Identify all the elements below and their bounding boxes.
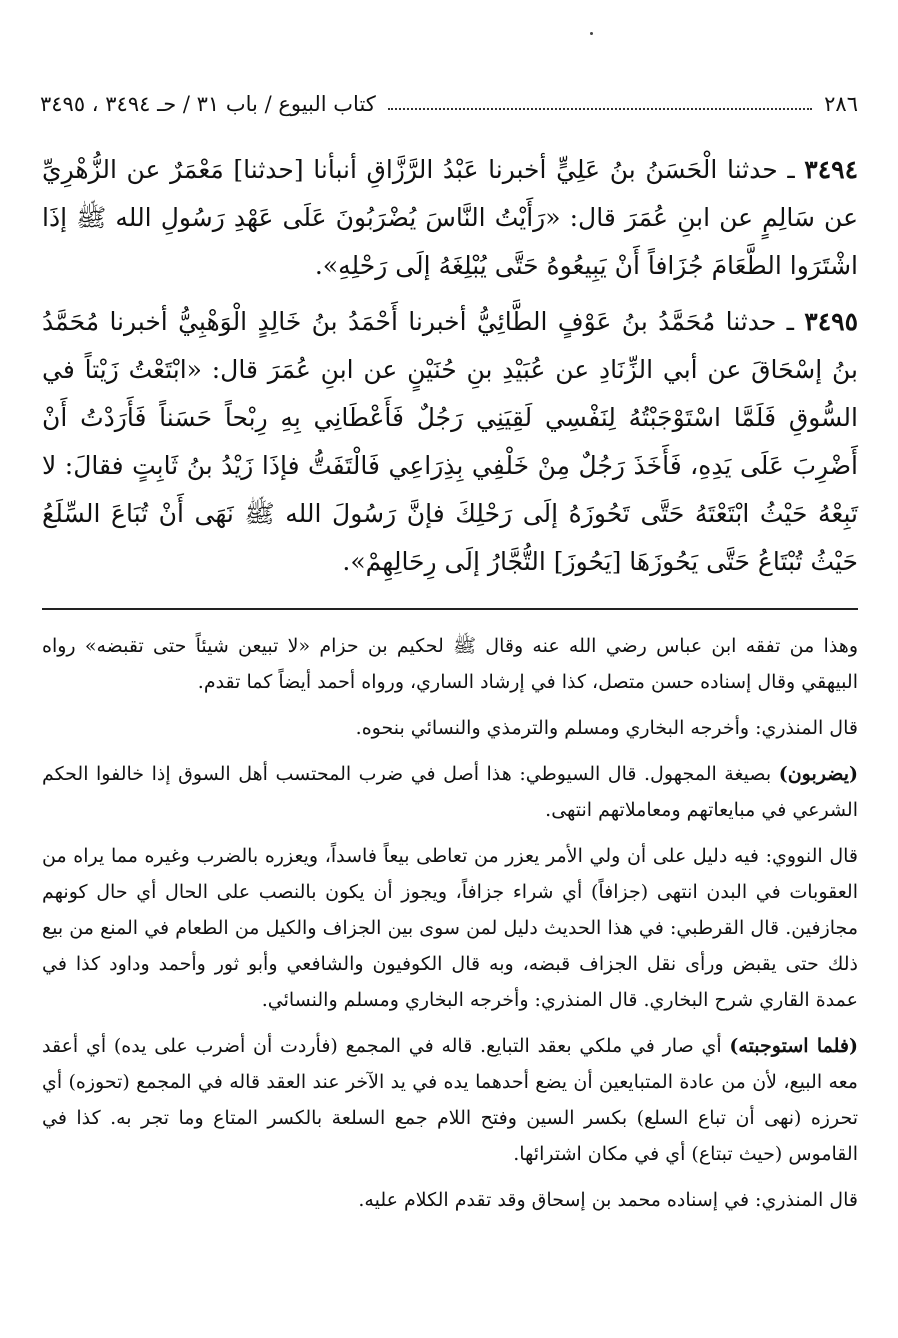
scan-speck — [590, 32, 593, 35]
commentary-paragraph — [42, 1028, 858, 1172]
hadith-paragraph — [42, 146, 858, 290]
commentary-text: قال المنذري: في إسناده محمد بن إسحاق وقد تقدم الكلام عليه. — [358, 1189, 858, 1211]
hadith-number: ٣٤٩٥ — [804, 307, 858, 336]
commentary-text: أي صار في ملكي بعقد التبايع. قاله في المجمع (فأردت أن أضرب على يده) أي أعقد معه البيع، لأن من عادة المتبايعين أن يضع أحدهما يده في يد الآخر عند العقد قاله في المجمع (تحوزه) أي تحرزه (نهى أن تباع السلع) بكسر السين وفتح اللام جمع السلعة بالكسر المتاع وما تجر به. كذا في القاموس (حيث تبتاع) أي في مكان اشترائها. — [42, 1035, 858, 1165]
hadith-number: ٣٤٩٤ — [804, 155, 859, 184]
page-number: ٢٨٦ — [824, 92, 858, 116]
commentary-text: قال المنذري: وأخرجه البخاري ومسلم والترمذي والنسائي بنحوه. — [355, 717, 858, 739]
commentary — [42, 628, 858, 1228]
hadith-body: ـ حدثنا الْحَسَنُ بنُ عَلِيٍّ أخبرنا عَبْدُ الرَّزَّاقِ أنبأنا [حدثنا] مَعْمَرٌ عن الزُّهْرِيِّ عن سَالِمٍ عن ابنِ عُمَرَ قال: «رَأَيْتُ النَّاسَ يُضْرَبُونَ عَلَى عَهْدِ رَسُولِ الله ﷺ إذَا اشْتَرَوا الطَّعَامَ جُزَافاً أَنْ يَبِيعُوهُ حَتَّى يُبْلِغَهُ إلَى رَحْلِهِ». — [42, 155, 858, 280]
hadith-text — [42, 146, 858, 594]
commentary-text: وهذا من تفقه ابن عباس رضي الله عنه وقال ﷺ لحكيم بن حزام «لا تبيعن شيئاً حتى تقبضه» رواه البيهقي وقال إسناده حسن متصل، كذا في إرشاد الساري، ورواه أحمد أيضاً كما تقدم. — [42, 635, 858, 693]
commentary-paragraph — [42, 710, 858, 746]
running-header — [40, 84, 858, 124]
hadith-paragraph — [42, 298, 858, 586]
commentary-paragraph — [42, 628, 858, 700]
commentary-text: قال النووي: فيه دليل على أن ولي الأمر يعزر من تعاطى بيعاً فاسداً، ويعزره بالضرب وغيره مما يراه من العقوبات في البدن انتهى (جزافاً) أي شراء جزافاً، ويجوز أن يكون بالنصب على الحال أي حال كونهم مجازفين. قال القرطبي: في هذا الحديث دليل لمن سوى بين الجزاف والكيل من الطعام في المنع من بيع ذلك حتى يقبض ورأى نقل الجزاف قبضه، وبه قال الكوفيون والشافعي وأبو ثور وأحمد وداود كذا في عمدة القاري شرح البخاري. قال المنذري: وأخرجه البخاري ومسلم والنسائي. — [42, 845, 858, 1011]
commentary-lead: (يضربون) — [778, 763, 858, 785]
hadith-body: ـ حدثنا مُحَمَّدُ بنُ عَوْفٍ الطَّائِيُّ أخبرنا أَحْمَدُ بنُ خَالِدٍ الْوَهْبِيُّ أخبرنا مُحَمَّدُ بنُ إسْحَاقَ عن أبي الزِّنَادِ عن عُبَيْدِ بنِ حُنَيْنٍ عن ابنِ عُمَرَ قال: «ابْتَعْتُ زَيْتاً في السُّوقِ فَلَمَّا اسْتَوْجَبْتُهُ لِنَفْسِي لَقِيَنِي رَجُلٌ فَأَعْطَانِي بِهِ رِبْحاً حَسَناً فَأَرَدْتُ أَنْ أَضْرِبَ عَلَى يَدِهِ، فَأَخَذَ رَجُلٌ مِنْ خَلْفِي بِذِرَاعِي فَالْتَفَتُّ فإذَا زَيْدُ بنُ ثَابِتٍ فقالَ: لا تَبِعْهُ حَيْثُ ابْتَعْتَهُ حَتَّى تَحُوزَهُ إلَى رَحْلِكَ فإنَّ رَسُولَ الله ﷺ نَهَى أَنْ تُبَاعَ السِّلَعُ حَيْثُ تُبْتَاعُ حَتَّى يَحُوزَهَا [يَحُوزَ] التُّجَّارُ إلَى رِحَالِهِمْ». — [42, 307, 858, 576]
footnote-divider — [42, 608, 858, 610]
dotted-leader — [388, 108, 812, 110]
header-title: كتاب البيوع / باب ٣١ / حـ ٣٤٩٤ ، ٣٤٩٥ — [40, 92, 376, 116]
commentary-paragraph — [42, 1182, 858, 1218]
commentary-text: بصيغة المجهول. قال السيوطي: هذا أصل في ضرب المحتسب أهل السوق إذا خالفوا الحكم الشرعي في مبايعاتهم ومعاملاتهم انتهى. — [42, 763, 858, 821]
commentary-paragraph — [42, 756, 858, 828]
commentary-paragraph — [42, 838, 858, 1018]
commentary-lead: (فلما استوجبته) — [729, 1035, 858, 1057]
